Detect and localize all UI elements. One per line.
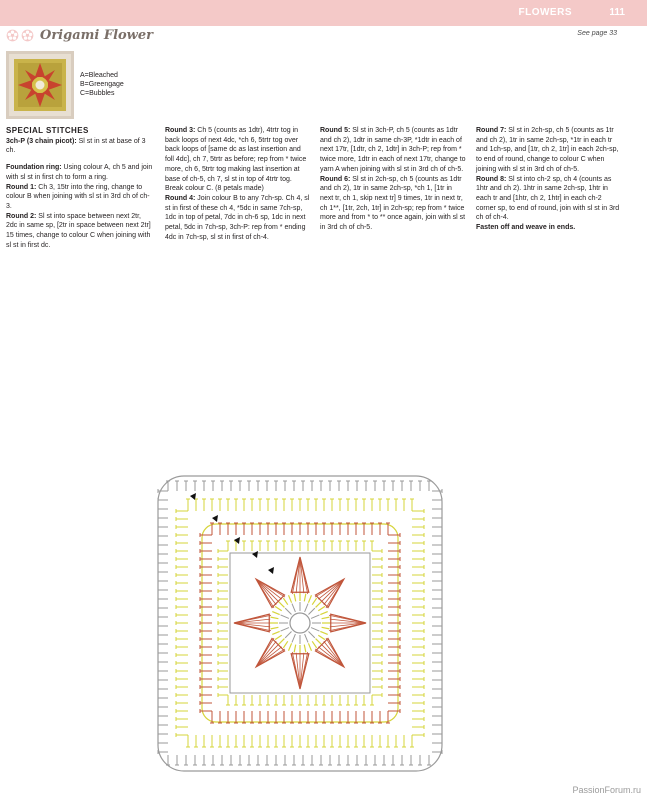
- crochet-chart-diagram: [150, 466, 450, 781]
- colour-key-item: A=Bleached: [80, 72, 118, 79]
- instructions-column-3: [320, 126, 466, 233]
- chart-stitch-round-2: [279, 639, 285, 645]
- instruction-paragraph: [6, 163, 154, 182]
- chart-start-marker: [252, 551, 258, 558]
- chart-petal-stitch: [256, 647, 282, 667]
- instruction-label: Round 1:: [6, 183, 37, 191]
- chart-stitch-round-1: [292, 604, 295, 612]
- chart-stitch-round-2: [312, 641, 316, 648]
- instruction-paragraph: [6, 183, 154, 212]
- chart-stitch-round-2: [304, 594, 306, 602]
- section-label: FLOWERS: [518, 7, 572, 18]
- chart-stitch-round-2: [272, 612, 279, 615]
- pattern-title-row: [6, 26, 153, 44]
- chart-petal-stitch: [300, 557, 308, 594]
- chart-petal-stitch: [234, 615, 271, 623]
- chart-foundation-ring: [290, 613, 310, 633]
- instruction-label: Round 3:: [165, 127, 196, 134]
- instruction-paragraph: [320, 126, 466, 175]
- instruction-text: Sl st into space between next 2tr, 2dc in same sp, [2tr in space between next 2tr] 15 times, change to colour C when joining with sl st in first dc.: [6, 212, 151, 249]
- instruction-label: Round 2:: [6, 212, 37, 220]
- chart-stitch-round-2: [279, 602, 285, 608]
- instruction-label: Round 4:: [165, 194, 196, 202]
- chart-stitch-round-2: [312, 598, 316, 605]
- chart-stitch-round-1: [305, 634, 308, 642]
- chart-stitch-round-1: [285, 631, 291, 637]
- instruction-text: Sl st in 3ch-P, ch 5 (counts as 1dtr and ch 2), 1dtr in same ch-3P, *1dtr in each of next 17tr, [1dtr, ch 2, 1dtr] in 3ch-P; rep from * twice more, 1dtr in each of next 17tr, change to yarn A when joining with sl st in 3rd ch of ch-5.: [320, 127, 466, 173]
- chart-stitch-round-2: [272, 631, 279, 634]
- chart-petal-stitch: [324, 579, 344, 605]
- rating-icons: [6, 29, 34, 42]
- instruction-label: Round 6:: [320, 175, 351, 183]
- chart-stitch-round-2: [318, 635, 325, 639]
- instruction-text: Using colour A, ch 5 and join with sl st in first ch to form a ring.: [6, 164, 153, 181]
- instructions-column-1: [6, 126, 154, 250]
- colour-key: [80, 71, 124, 98]
- chart-stitch-round-2: [289, 595, 292, 602]
- chart-stitch-round-2: [271, 617, 279, 619]
- chart-start-marker: [190, 493, 196, 500]
- instruction-text: Sl st in st at base of 3 ch.: [6, 137, 146, 155]
- chart-petal-stitch: [329, 623, 366, 631]
- chart-stitch-round-2: [294, 645, 296, 653]
- finished-square-photo: [6, 51, 74, 119]
- colour-key-item: C=Bubbles: [80, 90, 115, 97]
- chart-stitch-round-1: [285, 608, 291, 614]
- chart-start-marker: [212, 515, 218, 522]
- chart-petal-stitch: [292, 557, 300, 594]
- instruction-text: Sl st in 2ch-sp, ch 5 (counts as 1dtr and ch 2), 1tr in same 2ch-sp, *ch 1, [1tr in next tr, ch 1, skip next tr] 9 times, 1tr in next tr, ch 1**, [1tr, 2ch, 1tr] in 2ch-sp; rep from * twice more and from * to ** once again, join with sl st in 3rd ch of ch-5.: [320, 175, 466, 232]
- watermark: PassionForum.ru: [572, 785, 641, 795]
- chart-stitch-round-2: [308, 643, 311, 650]
- chart-petal-stitch: [318, 579, 344, 599]
- chart-start-marker: [268, 567, 274, 574]
- see-page-reference: See page 33: [577, 30, 617, 37]
- chart-stitch-round-1: [308, 631, 314, 637]
- closing-instruction: Fasten off and weave in ends.: [476, 224, 576, 232]
- chart-petal-stitch: [256, 641, 276, 667]
- instruction-paragraph: [165, 194, 311, 243]
- chart-stitch-round-2: [304, 645, 306, 653]
- chart-petal-stitch: [256, 579, 276, 605]
- instruction-paragraph: [320, 175, 466, 233]
- chart-stitch-round-2: [283, 598, 287, 605]
- chart-stitch-round-2: [320, 612, 327, 615]
- chart-stitch-round-2: [275, 635, 282, 639]
- instruction-paragraph: [476, 175, 622, 224]
- flower-icon: [21, 29, 34, 42]
- chart-stitch-round-1: [292, 634, 295, 642]
- chart-petal-stitch: [234, 623, 271, 631]
- chart-petal-stitch: [292, 652, 300, 689]
- chart-stitch-round-2: [320, 631, 327, 634]
- chart-petal-stitch: [256, 579, 282, 599]
- chart-petal-stitch: [318, 647, 344, 667]
- chart-stitch-round-1: [305, 604, 308, 612]
- instruction-label: Round 8:: [476, 175, 507, 183]
- instruction-label: 3ch-P (3 chain picot):: [6, 137, 77, 145]
- chart-stitch-round-1: [311, 615, 319, 618]
- chart-start-marker: [234, 537, 240, 544]
- chart-petal-stitch: [329, 615, 366, 623]
- page-number: 111: [609, 7, 625, 18]
- chart-stitch-round-2: [308, 595, 311, 602]
- instruction-text: Sl st in 2ch-sp, ch 5 (counts as 1tr and ch 2), 1tr in same 2ch-sp, *1tr in each tr and 1ch-sp, and [1tr, ch 2, 1tr] in each 2ch-sp, to end of round, change to colour C when joining with sl st in 3rd ch of ch-5.: [476, 127, 619, 173]
- chart-stitch-round-2: [294, 594, 296, 602]
- chart-stitch-round-2: [322, 627, 330, 629]
- chart-stitch-round-2: [283, 641, 287, 648]
- chart-stitch-round-2: [316, 639, 322, 645]
- pattern-title: Origami Flower: [40, 27, 153, 43]
- instructions-column-4: [476, 126, 622, 233]
- instruction-label: Round 5:: [320, 127, 351, 134]
- chart-stitch-round-2: [271, 627, 279, 629]
- instruction-paragraph: [6, 137, 154, 156]
- instruction-text: Sl st into ch-2 sp, ch 4 (counts as 1htr and ch 2). 1htr in same 2ch-sp, 1htr in each tr and [1htr, ch 2, 1htr] in each ch-2 corner sp, to end of round, join with sl st in 3rd ch of ch-4.: [476, 175, 620, 222]
- instruction-label: Foundation ring:: [6, 164, 62, 172]
- chart-stitch-round-2: [275, 606, 282, 610]
- chart-stitch-round-1: [308, 608, 314, 614]
- colour-key-item: B=Greengage: [80, 81, 124, 88]
- instruction-text: Ch 3, 15tr into the ring, change to colour B when joining with sl st in 3rd ch of ch-3.: [6, 183, 150, 210]
- chart-stitch-round-2: [289, 643, 292, 650]
- chart-stitch-round-2: [316, 602, 322, 608]
- instruction-label: Round 7:: [476, 127, 507, 134]
- instruction-text: Join colour B to any 7ch-sp. Ch 4, sl st in first of these ch 4, *5dc in same 7ch-sp, 1dc in top of petal, 7dc in ch-6 sp, 1dc in next petal, 5dc in 7ch-sp, 3ch-P: rep from * ending 4dc in 7ch-sp, sl st in first of ch-4.: [165, 194, 310, 241]
- chart-stitch-round-2: [318, 606, 325, 610]
- chart-stitch-round-2: [322, 617, 330, 619]
- instruction-paragraph: [6, 212, 154, 251]
- chart-petal-stitch: [324, 641, 344, 667]
- chart-petal-stitch: [300, 652, 308, 689]
- special-stitches-heading: SPECIAL STITCHES: [6, 126, 89, 135]
- flower-icon: [6, 29, 19, 42]
- instruction-text: Ch 5 (counts as 1dtr), 4trtr tog in back loops of next 4dc, *ch 6, 5trtr tog over back loops of [same dc as last insertion and foll 4dc], ch 7, 5trtr as before; rep from * twice more, ch 6, 5trtr tog making last insertion at base of ch-5, ch 7, sl st in top of 4trtr tog. Break colour C. (8 petals made): [165, 127, 307, 193]
- instructions-column-2: [165, 126, 311, 242]
- chart-stitch-round-1: [281, 615, 289, 618]
- instruction-paragraph: [476, 126, 622, 175]
- instruction-paragraph: [165, 126, 311, 194]
- chart-stitch-round-1: [281, 628, 289, 631]
- chart-stitch-round-1: [311, 628, 319, 631]
- chart-round-7: [202, 524, 398, 722]
